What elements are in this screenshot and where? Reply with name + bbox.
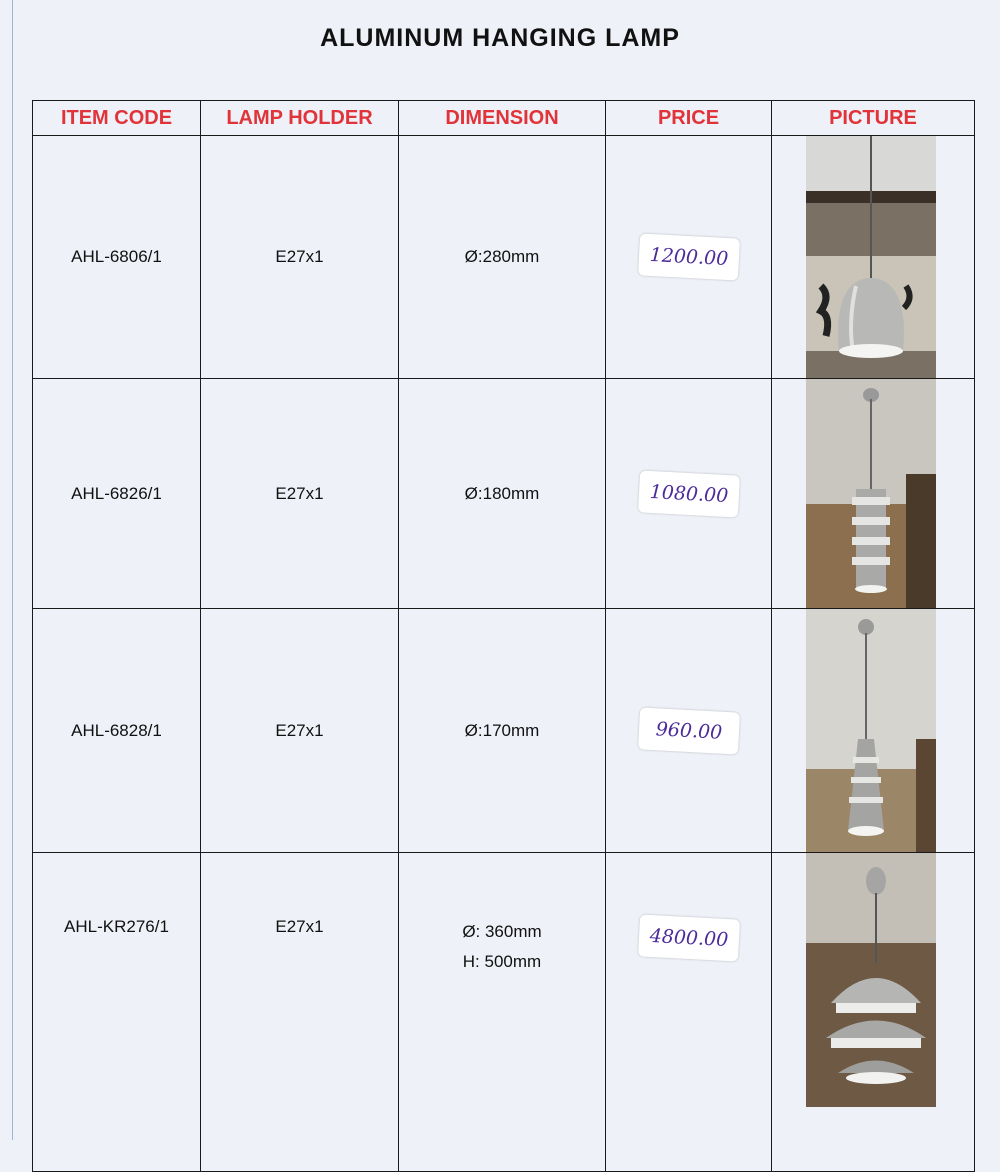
tiered-cone-lamp-photo [806,609,936,852]
layered-petal-lamp-photo [806,853,936,1171]
item-code-cell: AHL-KR276/1 [33,853,201,1172]
dimension-value: Ø:280mm [464,247,540,266]
item-code-cell: AHL-6826/1 [33,379,201,609]
picture-cell [772,379,975,609]
lamp-catalog-table [32,100,975,1172]
price-cell [606,136,772,379]
dimension-value: Ø:170mm [464,720,540,740]
picture-cell [772,609,975,853]
dimension-value: Ø:180mm [464,483,540,503]
item-code-cell: AHL-6828/1 [33,609,201,853]
page-title: ALUMINUM HANGING LAMP [320,24,680,52]
header-dimension: DIMENSION [399,101,606,136]
picture-cell [772,853,975,1172]
lamp-holder-cell: E27x1 [201,136,399,379]
lamp-holder-cell: E27x1 [201,609,399,853]
dimension-cell [399,136,606,379]
table-row [33,609,975,853]
lamp-holder-cell: E27x1 [201,853,399,1172]
dome-lamp-photo [806,136,936,378]
height-value: H: 500mm [462,952,542,971]
dimension-cell [399,609,606,853]
item-code-cell: AHL-6806/1 [33,136,201,379]
price-cell [606,853,772,1172]
price-tag: 960.00 [637,707,739,754]
header-lamp-holder: LAMP HOLDER [201,101,399,136]
picture-cell [772,136,975,379]
header-item-code: ITEM CODE [33,101,201,136]
header-price: PRICE [606,101,772,136]
dimension-cell [399,853,606,1172]
dimension-value: Ø: 360mm [462,922,542,941]
price-tag: 1200.00 [637,233,739,280]
header-picture: PICTURE [772,101,975,136]
table-row [33,853,975,1172]
table-row [33,136,975,379]
price-cell [606,379,772,609]
lamp-holder-cell: E27x1 [201,379,399,609]
table-row [33,379,975,609]
dimension-cell [399,379,606,609]
price-tag: 1080.00 [637,470,739,517]
header-row [33,101,975,136]
price-tag: 4800.00 [637,914,739,961]
page-margin-rule [12,0,13,1140]
ring-cylinder-lamp-photo [806,379,936,608]
price-cell [606,609,772,853]
